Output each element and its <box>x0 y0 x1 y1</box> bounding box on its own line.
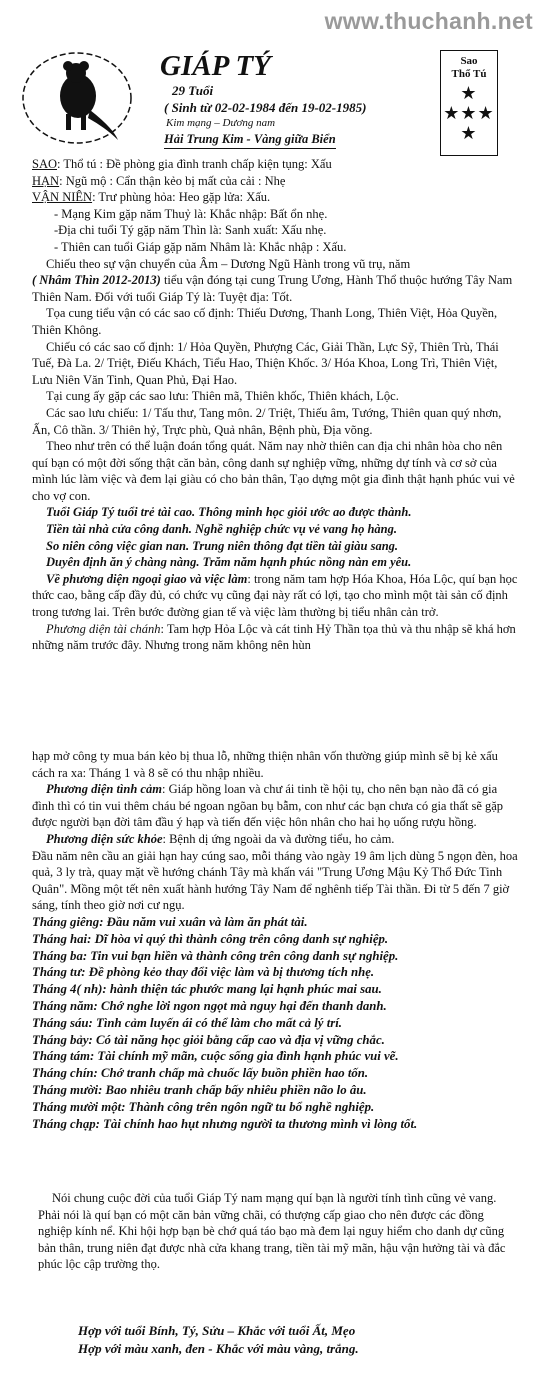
age-label: 29 Tuổi <box>172 83 214 98</box>
birth-range: ( Sinh từ 02-02-1984 đến 19-02-1985) <box>164 100 367 115</box>
month-item: Tháng tám: Tài chính mỹ mãn, cuộc sống gia đình hạnh phúc vui vẽ. <box>32 1049 399 1064</box>
list-item: - Mạng Kim gặp năm Thuỷ là: Khắc nhập: Bất ổn nhẹ. <box>54 206 328 221</box>
ngoai-giao-label: Về phương diện ngoại giao và việc làm <box>46 571 248 586</box>
verse-line: Tuổi Giáp Tý tuổi trẻ tài cao. Thông minh học giỏi ước ao được thành. <box>46 505 412 520</box>
month-item: Tháng giêng: Đầu năm vui xuân và làm ăn phát tài. <box>32 914 308 929</box>
summary-section <box>38 1190 518 1273</box>
month-item: Tháng ba: Tin vui bạn hiền và thành công trên công danh sự nghiệp. <box>32 948 399 963</box>
compatibility-section <box>78 1322 518 1358</box>
toa-cung-paragraph: Tọa cung tiểu vận có các sao cố định: Thiếu Dương, Thanh Long, Thiên Việt, Hỏa Quyền, Thiên Không. <box>32 306 498 337</box>
reading-part-1 <box>32 156 520 654</box>
star-box <box>440 50 498 156</box>
list-item: - Thiên can tuổi Giáp gặp năm Nhâm là: Khắc nhập : Xấu. <box>54 239 347 254</box>
summary-paragraph: Nói chung cuộc đời của tuổi Giáp Tý nam mạng quí bạn là người tính tình cũng vẻ vang. Phải nói là quí bạn có một căn bản vững chãi, có thượng cấp giao cho nên được các đồng nghiệp kính nể. Khi hội hợp bạn bè chớ quá táo bạo mà đem lại nguy hiểm cho danh dự cũng bản thân, trung niên đạt được nhà cửa khang trang, tiền tài mỹ mãn, hậu vận hưởng tài và đắc phúc lộc cập trường thọ. <box>38 1191 506 1272</box>
month-item: Tháng chạp: Tài chính hao hụt nhưng người ta thương mình vì lòng tốt. <box>32 1116 418 1131</box>
chieu-co-paragraph: Chiếu có các sao cố định: 1/ Hỏa Quyền, Phượng Các, Giải Thần, Lực Sỹ, Thiên Trù, Thái Tuế, Đà La. 2/ Triệt, Điếu Khách, Tiểu Hao, Thiện Khốc. 3/ Hóa Khoa, Long Trì, Thiên Việt, Lưu Niên Văn Tinh, Quan Phủ, Đại Hao. <box>32 339 499 387</box>
list-item: -Địa chi tuổi Tý gặp năm Thìn là: Sanh xuất: Xấu nhẹ. <box>54 223 327 238</box>
suc-khoe-paragraph: Phương diện sức khỏe: Bệnh dị ứng ngoài da và đường tiểu, ho cảm. <box>46 831 395 846</box>
ngoai-giao-paragraph: Về phương diện ngoại giao và việc làm: trong năm tam hợp Hóa Khoa, Hóa Lộc, quí bạn học thức cao, bằng cấp đầy đủ, có chức vụ cũng đại này rất có lợi, tạo cho mình một tài sản cố định trong tương lai. Trên bước đường gian tế và việc làm thường bị tiểu nhân cản trở. <box>32 571 518 620</box>
cac-sao-paragraph: Các sao lưu chiếu: 1/ Tấu thư, Tang môn. 2/ Triệt, Thiếu âm, Tướng, Thiên quan quý nhơn, Ấn, Cô thần. 3/ Thiên hỷ, Trực phù, Quả nhân, Bệnh phù, Địa võng. <box>32 405 502 437</box>
dau-nam-paragraph: Đầu năm nên cầu an giải hạn hay cúng sao, mỗi tháng vào ngày 19 âm lịch dùng 5 ngọn đèn, hoa quả, 3 ly trà, quay mặt về hướng chánh Tây mà khấn vái "Trung Ương Mậu Kỷ Thổ Đức Tinh Quân". Mồng một tết nên xuất hành hướng Tây Nam để nghênh tiếp Tài thần. Đi từ 5 đến 7 giờ sáng, tính theo giờ nơi cư ngụ. <box>32 848 518 913</box>
month-item: Tháng mười một: Thành công trên ngôn ngữ tu bổ nghề nghiệp. <box>32 1099 375 1114</box>
van-nien-line <box>32 189 520 206</box>
theo-nhu-paragraph: Theo như trên có thể luận đoán tổng quát. Năm nay nhờ thiên can địa chi nhân hòa cho nên quí bạn có một đời sống thật căn bản, công danh sự nghiệp vững, những dự tính và cơ sở của mình lúc làm việc và đem lại giàu có cho bản thân, Tạo dựng một gia đình thật hạnh phúc vui vẻ cho vợ con. <box>32 439 515 503</box>
star-box-name: Thổ Tú <box>451 68 487 80</box>
star-row-icon: ★★★ <box>443 103 495 123</box>
continuation-paragraph: hạp mở công ty mua bán kẻo bị thua lỗ, những thiện nhân vốn thường giúp mình sẽ bị kẻ xấu cách ra xa: Tháng 1 và 8 sẽ có thu nhập nhiều. <box>32 749 498 780</box>
month-item: Tháng chín: Chớ tranh chấp mà chuốc lấy buồn phiền hao tốn. <box>32 1066 369 1081</box>
tai-cung-paragraph: Tại cung ấy gặp các sao lưu: Thiên mã, Thiên khốc, Thiên khách, Lộc. <box>46 389 399 404</box>
rat-logo <box>18 48 136 148</box>
tinh-cam-paragraph: Phương diện tình cảm: Giáp hồng loan và chư ái tinh tề hội tụ, cho nên bạn nào đã có gia đình thì có tin vui thêm cháu bé ngoan ngõan bụ bẫm, con như các bạn chưa có gia thất sẽ gặp được người bạn đời tâm đầu ý hạp và tiến đến việc hôn nhân cho hai họ uống rượu hồng. <box>32 782 504 830</box>
verse-line: Tiền tài nhà cửa công danh. Nghề nghiệp chức vụ vẻ vang họ hàng. <box>46 522 398 537</box>
star-icon: ★ <box>460 83 478 103</box>
header <box>0 44 545 159</box>
reading-part-2 <box>32 748 520 1132</box>
chieu-theo-paragraph: Chiếu theo sự vận chuyển của Âm – Dương Ngũ Hành trong vũ trụ, năm ( Nhâm Thìn 2012-2013) tiểu vận đóng tại cung Trung Ương, Hành Thổ thuộc hướng Tây Nam Thiên Nam. Đối với tuổi Giáp Tý là: Tuyệt địa: Tốt. <box>32 256 513 304</box>
month-item: Tháng hai: Dĩ hòa vi quý thì thành công trên công danh sự nghiệp. <box>32 931 389 946</box>
sao-line <box>32 156 520 173</box>
han-text: : Ngũ mộ : Cẩn thận kẻo bị mất của cải : Nhẹ <box>59 173 286 188</box>
verse-line: Duyên định ăn ý chàng nàng. Trăm năm hạnh phúc nồng nàn em yêu. <box>46 555 412 570</box>
compatibility-line: Hợp với màu xanh, đen - Khắc với màu vàng, trắng. <box>78 1341 359 1356</box>
month-item: Tháng năm: Chớ nghe lời ngon ngọt mà nguy hại đến thanh danh. <box>32 998 387 1013</box>
month-item: Tháng 4( nh): hành thiện tác phước mang lại hạnh phúc mai sau. <box>32 982 382 997</box>
monthly-forecast-list <box>32 914 520 1132</box>
tai-chinh-paragraph: Phương diện tài chánh: Tam hợp Hỏa Lộc và cát tinh Hỷ Thần tọa thủ và thu nhập sẽ khá hơn những năm trước đây. Nhưng trong năm không nên hùn <box>32 621 516 653</box>
sao-label: SAO <box>32 157 58 171</box>
title-block <box>160 50 430 149</box>
tai-chinh-label: Phương diện tài chánh <box>46 621 161 636</box>
month-item: Tháng bảy: Có tài năng học giỏi bằng cấp cao và địa vị vững chắc. <box>32 1032 385 1047</box>
site-watermark[interactable]: www.thuchanh.net <box>324 8 533 34</box>
month-item: Tháng tư: Đề phòng kẻo thay đổi việc làm và bị thương tích nhẹ. <box>32 965 375 980</box>
suc-khoe-label: Phương diện sức khỏe <box>46 831 163 846</box>
sao-text: : Thổ tú : Đề phòng gia đình tranh chấp kiện tụng: Xấu <box>57 157 332 171</box>
tinh-cam-label: Phương diện tình cảm <box>46 782 162 797</box>
kim-mang: Kim mạng – Dương nam <box>166 117 276 129</box>
van-nien-label: VẬN NIÊN <box>32 190 93 205</box>
star-box-label: Sao <box>460 55 478 67</box>
month-item: Tháng mười: Bao nhiêu tranh chấp bấy nhiêu phiền não lo âu. <box>32 1082 367 1097</box>
month-item: Tháng sáu: Tình cảm luyến ái có thể làm cho mất cả lý trí. <box>32 1015 342 1030</box>
element-label: Hải Trung Kim - Vàng giữa Biển <box>164 131 336 149</box>
han-line <box>32 173 520 190</box>
star-icon: ★ <box>460 123 478 143</box>
han-label: HẠN <box>32 173 60 188</box>
verse-line: So niên công việc gian nan. Trung niên thông đạt tiền tài giàu sang. <box>46 538 399 553</box>
year-label: ( Nhâm Thìn 2012-2013) <box>32 273 161 288</box>
page-title: GIÁP TÝ <box>160 50 271 82</box>
van-nien-text: : Trư phùng hỏa: Heo gặp lửa: Xấu. <box>92 190 271 205</box>
compatibility-line: Hợp với tuổi Bính, Tý, Sửu – Khắc với tuổi Ất, Mẹo <box>78 1323 356 1338</box>
